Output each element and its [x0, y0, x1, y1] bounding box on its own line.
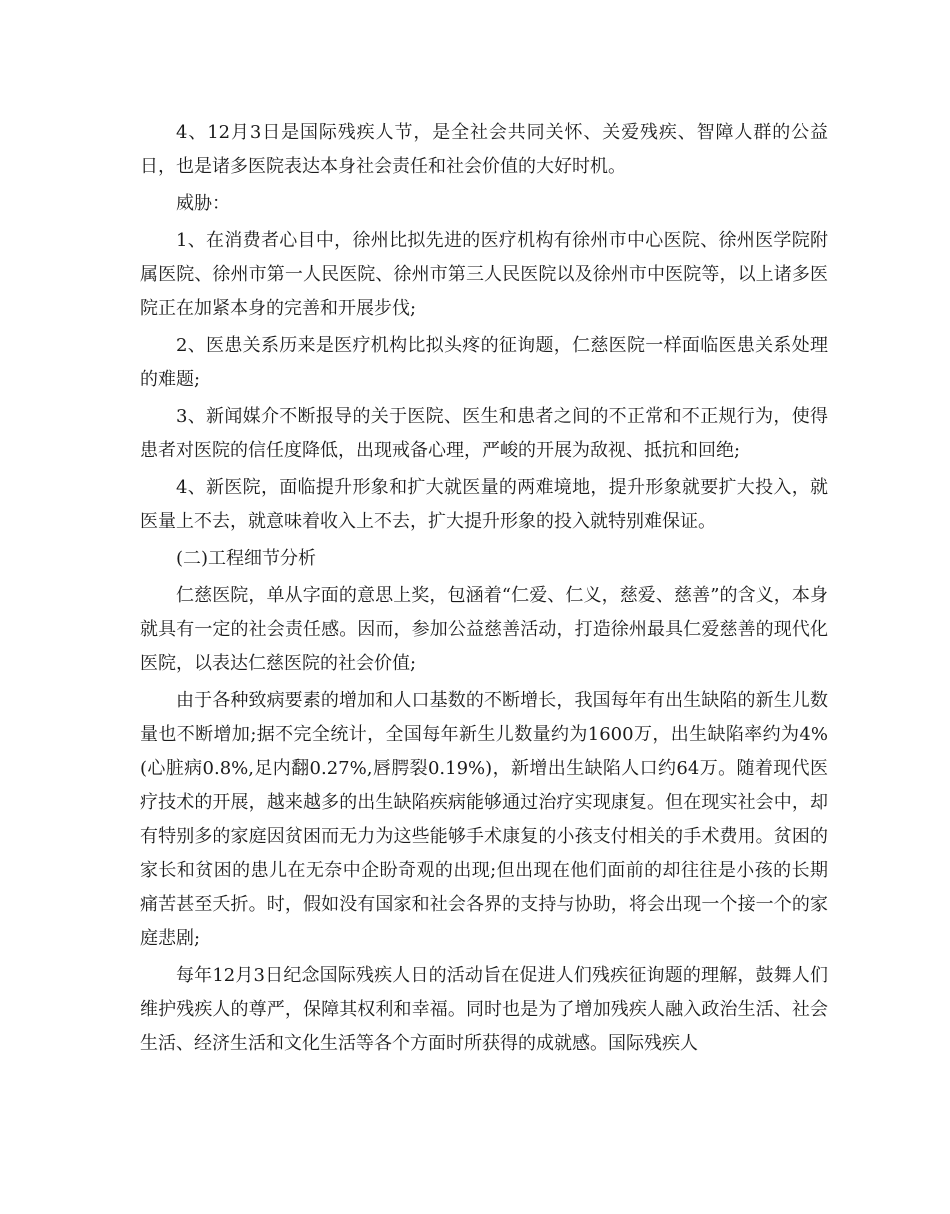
paragraph-threat-competitors: 1、在消费者心目中，徐州比拟先进的医疗机构有徐州市中心医院、徐州医学院附属医院、徐州市第一人民医院、徐州市第三人民医院以及徐州市中医院等，以上诸多医院正在加紧本身的完善和开展步伐;	[140, 230, 828, 319]
paragraph-hospital-name-meaning: 仁慈医院，单从字面的意思上奖，包涵着“仁爱、仁义，慈爱、慈善”的含义，本身就具有一定的社会责任感。因而，参加公益慈善活动，打造徐州最具仁爱慈善的现代化医院，以表达仁慈医院的社会价值;	[140, 585, 828, 674]
paragraph-threat-doctor-patient: 2、医患关系历来是医疗机构比拟头疼的征询题，仁慈医院一样面临医患关系处理的难题;	[140, 335, 828, 390]
paragraph-threat-new-hospital: 4、新医院，面临提升形象和扩大就医量的两难境地，提升形象就要扩大投入，就医量上不去，就意味着收入上不去，扩大提升形象的投入就特别难保证。	[140, 477, 828, 532]
document-body	[140, 116, 828, 1064]
section-heading-project-details: (二)工程细节分析	[176, 548, 317, 569]
paragraph-birth-defects: 由于各种致病要素的增加和人口基数的不断增长，我国每年有出生缺陷的新生儿数量也不断增加;据不完全统计，全国每年新生儿数量约为1600万，出生缺陷率约为4%(心脏病0.8%,足内翻0.27%,唇腭裂0.19%)，新增出生缺陷人口约64万。随着现代医疗技术的开展，越来越多的出生缺陷疾病能够通过治疗实现康复。但在现实社会中，却有特别多的家庭因贫困而无力为这些能够手术康复的小孩支付相关的手术费用。贫困的家长和贫困的患儿在无奈中企盼奇观的出现;但出现在他们面前的却往往是小孩的长期痛苦甚至夭折。时，假如没有国家和社会各界的支持与协助，将会出现一个接一个的家庭悲剧;	[140, 690, 828, 949]
paragraph-threat-media: 3、新闻媒介不断报导的关于医院、医生和患者之间的不正常和不正规行为，使得患者对医院的信任度降低，出现戒备心理，严峻的开展为敌视、抵抗和回绝;	[140, 406, 828, 461]
paragraph-holiday-opportunity: 4、12月3日是国际残疾人节，是全社会共同关怀、关爱残疾、智障人群的公益日，也是诸多医院表达本身社会责任和社会价值的大好时机。	[140, 122, 828, 177]
section-label-threats: 威胁：	[176, 193, 230, 214]
paragraph-disability-day: 每年12月3日纪念国际残疾人日的活动旨在促进人们残疾征询题的理解，鼓舞人们维护残疾人的尊严，保障其权利和幸福。同时也是为了增加残疾人融入政治生活、社会生活、经济生活和文化生活等各个方面时所获得的成就感。国际残疾人	[140, 965, 828, 1054]
